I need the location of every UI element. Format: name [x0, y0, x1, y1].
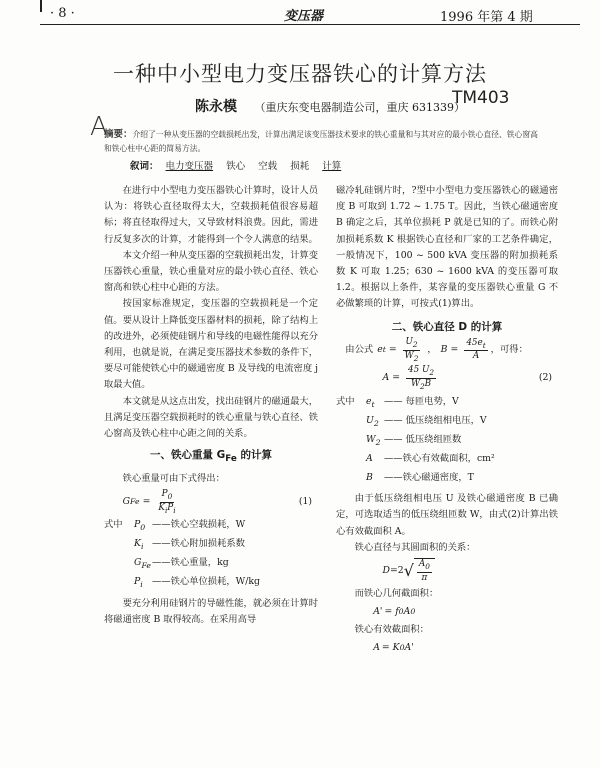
issue-label: 1996 年第 4 期 [440, 10, 533, 25]
paragraph: 按国家标准规定，变压器的空载损耗是一个定值。要从设计上降低变压器材料的损耗，除了结构上的改进外，必须使硅钢片和导线的电磁性能得以充分利用，也就是说，在满足变压器技术参数的条件下，要尽可能使铁心中的磁通密度 B 及导线的电流密度 j 取最大值。 [104, 298, 318, 391]
keywords [130, 158, 351, 172]
handwritten-letter-a: A [90, 112, 108, 142]
right-column [336, 183, 558, 659]
paragraph: 磁冷轧硅钢片时，?型中小型电力变压器铁心的磁通密度 B 可取到 1.72 ~ 1.75 T。因此，当铁心磁通密度 B 确定之后，其单位损耗 P 就是已知的了。而铁心附加损耗系数 K 根据铁心直径和厂家的工艺条件确定，一般情况下，100 ~ 500 kVA 变压器的附加损耗系数 K 可取 1.25；630 ~ 1600 kVA 的变压器可取 1.2。根据以上条件，某容量的变压器铁心重量 G 不必做繁琐的计算，可按式(1)算出。 [336, 185, 558, 310]
symbol-definitions: 式中 $e_t$ —— 每匝电势，V $U_2$ —— 低压绕组相电压，V $W_2$ —— 低压绕组匝数 A ——铁心有效截面积，cm² B ——铁心磁通密度，T [336, 395, 495, 484]
section-heading-2: 二、铁心直径 D 的计算 [391, 320, 503, 333]
paragraph: 本文就是从这点出发，找出硅钢片的磁通最大，且满足变压器空载损耗时的铁心重量与铁心直径、铁心窗高及铁心柱中心距之间的关系。 [104, 395, 318, 440]
keyword: 铁心 [226, 161, 246, 172]
paragraph: 铁心重量可由下式得出： [122, 472, 225, 484]
equation-4: A' = f 0 A 0 [373, 605, 416, 617]
formula-line: 由公式 e t = $\frac{U_2}{W_2}$ ， B = $\frac{45e_t}{A}$ ，可得： [345, 336, 528, 363]
paragraph: 而铁心几何截面积： [354, 587, 439, 599]
keyword: 计算 [322, 161, 342, 172]
equation-2: A = $\frac{45 U_2}{W_2B}$ (2) [382, 365, 552, 391]
paragraph: 由于低压绕组相电压 U 及铁心磁通密度 B 已确定，可选取适当的低压绕组匝数 W，由式(2)计算出铁心有效截面积 A。 [336, 493, 558, 537]
abstract-label: 摘要： [104, 129, 133, 140]
handwritten-class-number: TM403 [452, 88, 510, 108]
paragraph: 铁心有效截面积： [354, 624, 429, 636]
abstract-text: 介绍了一种从变压器的空载损耗出发，计算出满足该变压器技术要求的铁心重量和与其对应的最小铁心直径、铁心窗高和铁心柱中心距的简易方法。 [104, 130, 538, 153]
page-number: · 8 · [50, 6, 75, 21]
keyword: 空载 [258, 161, 278, 172]
equation-number: (1) [298, 495, 312, 507]
equation-3: D =2 √ $\frac{A_0}{\pi}$ [336, 558, 558, 584]
keyword: 损耗 [290, 161, 310, 172]
author-affiliation: （重庆东变电器制造公司，重庆 631339） [254, 101, 465, 114]
keywords-label: 叙词： [130, 161, 159, 172]
section-heading-1: 一、铁心重量 $G_{Fe}$ 的计算 [150, 449, 272, 465]
left-column [104, 183, 318, 628]
paragraph: 在进行中小型电力变压器铁心计算时，设计人员认为：将铁心直径取得太大，空载损耗值很容易超标；将直径取得过大，又导致材料浪费。因此，需进行反复多次的计算，才能得到一个令人满意的结果。 [104, 185, 318, 245]
keyword: 电力变压器 [165, 161, 214, 172]
symbol-definitions: 式中 $P_0$ ——铁心空载损耗，W $K_i$ ——铁心附加损耗系数 $G_{Fe}$ ——铁心重量，kg $P_i$ ——铁心单位损耗，W/kg [104, 519, 260, 590]
equation-number: (2) [538, 372, 552, 384]
abstract [104, 128, 544, 156]
equation-1: G Fe = $\frac{P_0}{K_iP_i}$ (1) [122, 488, 312, 515]
author-line [195, 96, 465, 116]
paragraph: 铁心直径与其圆面积的关系： [354, 541, 476, 553]
paper-title: 一种中小型电力变压器铁心的计算方法 [113, 62, 487, 86]
paragraph: 要充分利用硅钢片的导磁性能，就必须在计算时将磁通密度 B 取得较高。在采用高导 [104, 597, 318, 625]
paragraph: 本文介绍一种从变压器的空载损耗出发，计算变压器铁心重量，铁心重量对应的最小铁心直径、铁心窗高和铁心柱中心距的方法。 [104, 249, 318, 294]
author-name: 陈永模 [195, 99, 237, 115]
equation-5: A = K 0 A' [373, 642, 414, 654]
journal-name: 变压器 [284, 9, 324, 24]
